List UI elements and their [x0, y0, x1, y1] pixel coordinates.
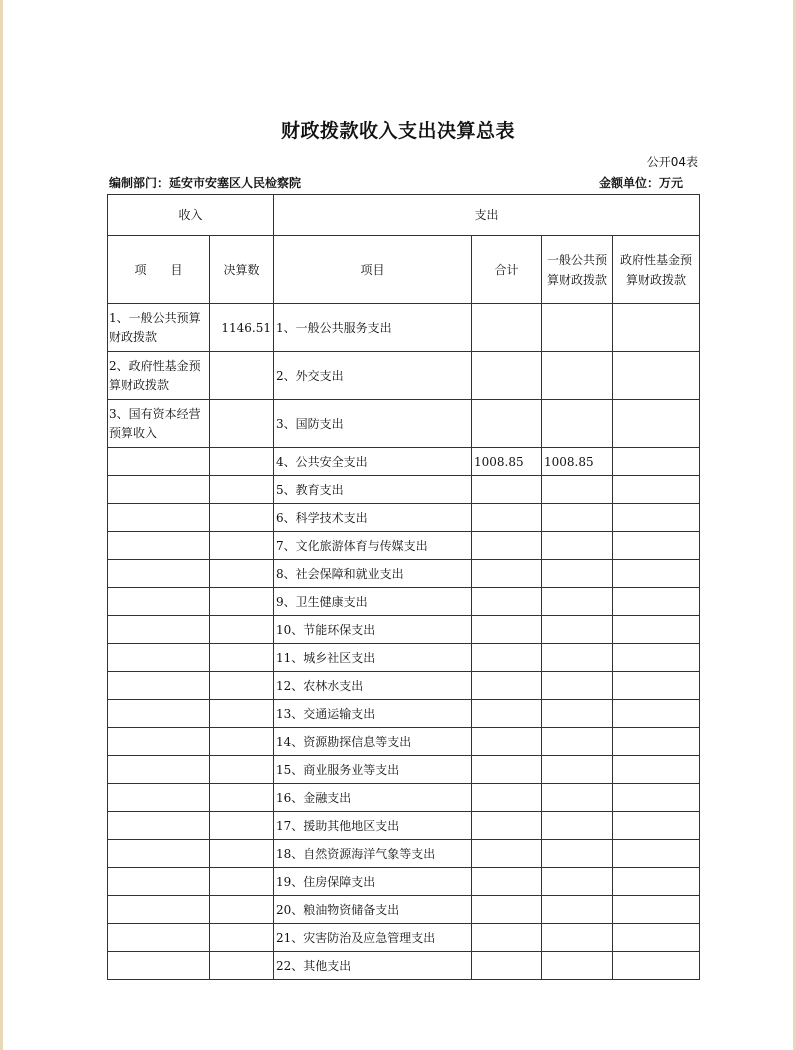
expense-total [472, 672, 542, 700]
income-amount [210, 840, 274, 868]
income-amount [210, 560, 274, 588]
income-amount: 1146.51 [210, 304, 274, 352]
expense-item: 11、城乡社区支出 [274, 644, 472, 672]
income-item [108, 840, 210, 868]
income-header: 收入 [108, 195, 274, 236]
income-amount [210, 868, 274, 896]
income-amount [210, 504, 274, 532]
table-row [108, 588, 700, 616]
income-amount [210, 448, 274, 476]
expense-fund-budget [613, 868, 700, 896]
income-item [108, 728, 210, 756]
expense-fund-budget [613, 924, 700, 952]
income-item [108, 756, 210, 784]
expense-total [472, 700, 542, 728]
income-amount [210, 352, 274, 400]
table-row [108, 504, 700, 532]
income-item [108, 924, 210, 952]
expense-total [472, 532, 542, 560]
expense-fund-budget [613, 644, 700, 672]
expense-fund-budget [613, 352, 700, 400]
income-item: 3、国有资本经营预算收入 [108, 400, 210, 448]
income-item [108, 560, 210, 588]
expense-total [472, 812, 542, 840]
income-item [108, 784, 210, 812]
expense-general-budget [542, 560, 613, 588]
income-item [108, 896, 210, 924]
table-row [108, 924, 700, 952]
fund-budget-header: 政府性基金预算财政拨款 [613, 236, 700, 304]
expense-general-budget [542, 476, 613, 504]
expense-general-budget [542, 756, 613, 784]
table-row [108, 700, 700, 728]
expense-header: 支出 [274, 195, 700, 236]
table-row [108, 728, 700, 756]
expense-item: 13、交通运输支出 [274, 700, 472, 728]
income-amount [210, 896, 274, 924]
expense-total: 1008.85 [472, 448, 542, 476]
expense-fund-budget [613, 896, 700, 924]
total-header: 合计 [472, 236, 542, 304]
expense-item: 1、一般公共服务支出 [274, 304, 472, 352]
income-item [108, 952, 210, 980]
expense-fund-budget [613, 672, 700, 700]
income-item [108, 700, 210, 728]
expense-general-budget: 1008.85 [542, 448, 613, 476]
table-row [108, 952, 700, 980]
expense-general-budget [542, 728, 613, 756]
unit-label: 金额单位：万元 [598, 176, 683, 190]
expense-general-budget [542, 588, 613, 616]
income-amount [210, 728, 274, 756]
expense-item: 18、自然资源海洋气象等支出 [274, 840, 472, 868]
expense-total [472, 896, 542, 924]
expense-fund-budget [613, 728, 700, 756]
expense-fund-budget [613, 952, 700, 980]
expense-item: 15、商业服务业等支出 [274, 756, 472, 784]
expense-general-budget [542, 304, 613, 352]
expense-general-budget [542, 924, 613, 952]
expense-item: 22、其他支出 [274, 952, 472, 980]
expense-item: 21、灾害防治及应急管理支出 [274, 924, 472, 952]
expense-general-budget [542, 532, 613, 560]
page-edge-left [0, 0, 3, 1050]
expense-item: 9、卫生健康支出 [274, 588, 472, 616]
expense-item: 20、粮油物资储备支出 [274, 896, 472, 924]
expense-general-budget [542, 672, 613, 700]
expense-total [472, 476, 542, 504]
table-row [108, 840, 700, 868]
income-amount [210, 616, 274, 644]
income-item [108, 672, 210, 700]
expense-total [472, 304, 542, 352]
table-body [108, 304, 700, 980]
expense-fund-budget [613, 504, 700, 532]
expense-fund-budget [613, 784, 700, 812]
income-amount [210, 644, 274, 672]
table-row [108, 616, 700, 644]
expense-total [472, 588, 542, 616]
expense-total [472, 952, 542, 980]
expense-total [472, 560, 542, 588]
expense-fund-budget [613, 616, 700, 644]
income-amount [210, 700, 274, 728]
item-header: 项 目 [108, 236, 210, 304]
table-row [108, 784, 700, 812]
table-row [108, 896, 700, 924]
expense-fund-budget [613, 532, 700, 560]
table-row [108, 352, 700, 400]
table-row [108, 400, 700, 448]
expense-item: 10、节能环保支出 [274, 616, 472, 644]
income-amount [210, 588, 274, 616]
table-number: 公开04表 [646, 155, 698, 169]
income-amount [210, 672, 274, 700]
expense-total [472, 840, 542, 868]
expense-item: 6、科学技术支出 [274, 504, 472, 532]
income-item [108, 644, 210, 672]
income-item [108, 448, 210, 476]
expense-fund-budget [613, 560, 700, 588]
expense-total [472, 924, 542, 952]
expense-total [472, 756, 542, 784]
table-row [108, 304, 700, 352]
expense-total [472, 728, 542, 756]
income-item [108, 476, 210, 504]
expense-item: 7、文化旅游体育与传媒支出 [274, 532, 472, 560]
table-row [108, 868, 700, 896]
income-amount [210, 476, 274, 504]
page-title: 财政拨款收入支出决算总表 [280, 120, 515, 142]
income-amount [210, 952, 274, 980]
expense-item-header: 项目 [274, 236, 472, 304]
table-row [108, 560, 700, 588]
table-row [108, 476, 700, 504]
final-amount-header: 决算数 [210, 236, 274, 304]
income-item [108, 532, 210, 560]
expense-general-budget [542, 868, 613, 896]
expense-total [472, 616, 542, 644]
expense-item: 16、金融支出 [274, 784, 472, 812]
expense-general-budget [542, 784, 613, 812]
expense-general-budget [542, 840, 613, 868]
expense-total [472, 504, 542, 532]
expense-general-budget [542, 952, 613, 980]
expense-item: 2、外交支出 [274, 352, 472, 400]
expense-general-budget [542, 812, 613, 840]
expense-total [472, 352, 542, 400]
expense-item: 5、教育支出 [274, 476, 472, 504]
income-amount [210, 400, 274, 448]
income-amount [210, 924, 274, 952]
income-item [108, 868, 210, 896]
expense-fund-budget [613, 400, 700, 448]
income-amount [210, 756, 274, 784]
income-item [108, 588, 210, 616]
expense-item: 4、公共安全支出 [274, 448, 472, 476]
expense-item: 12、农林水支出 [274, 672, 472, 700]
expense-general-budget [542, 400, 613, 448]
table-row [108, 448, 700, 476]
expense-general-budget [542, 896, 613, 924]
expense-item: 14、资源勘探信息等支出 [274, 728, 472, 756]
expense-fund-budget [613, 476, 700, 504]
expense-fund-budget [613, 756, 700, 784]
income-amount [210, 532, 274, 560]
table-row [108, 812, 700, 840]
expense-total [472, 644, 542, 672]
general-budget-header: 一般公共预算财政拨款 [542, 236, 613, 304]
expense-total [472, 784, 542, 812]
income-item [108, 812, 210, 840]
expense-total [472, 868, 542, 896]
expense-item: 8、社会保障和就业支出 [274, 560, 472, 588]
expense-general-budget [542, 352, 613, 400]
expense-general-budget [542, 616, 613, 644]
expense-fund-budget [613, 840, 700, 868]
expense-fund-budget [613, 812, 700, 840]
expense-total [472, 400, 542, 448]
table-row [108, 756, 700, 784]
expense-item: 3、国防支出 [274, 400, 472, 448]
income-item: 1、一般公共预算财政拨款 [108, 304, 210, 352]
income-item [108, 616, 210, 644]
table-row [108, 672, 700, 700]
income-amount [210, 812, 274, 840]
expense-item: 19、住房保障支出 [274, 868, 472, 896]
income-item [108, 504, 210, 532]
income-amount [210, 784, 274, 812]
expense-general-budget [542, 504, 613, 532]
expense-fund-budget [613, 588, 700, 616]
department-label: 编制部门：延安市安塞区人民检察院 [109, 176, 302, 190]
expense-item: 17、援助其他地区支出 [274, 812, 472, 840]
expense-general-budget [542, 644, 613, 672]
table-row [108, 644, 700, 672]
expense-general-budget [542, 700, 613, 728]
expense-fund-budget [613, 304, 700, 352]
budget-table [107, 194, 700, 980]
income-item: 2、政府性基金预算财政拨款 [108, 352, 210, 400]
table-row [108, 532, 700, 560]
expense-fund-budget [613, 448, 700, 476]
expense-fund-budget [613, 700, 700, 728]
